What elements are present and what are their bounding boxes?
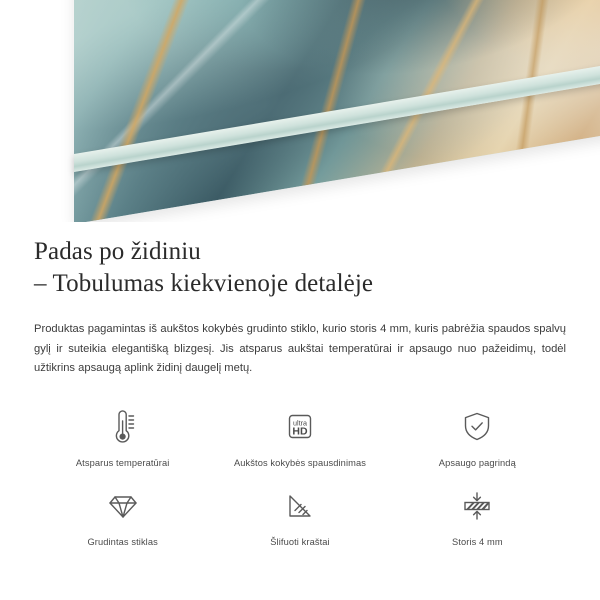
ultra-text: ultra — [292, 418, 307, 427]
shield-check-icon — [457, 405, 497, 449]
feature-item-high-quality-print — [211, 405, 388, 468]
feature-item-tempered-glass — [34, 484, 211, 547]
page-title — [34, 236, 566, 300]
feature-item-polished-edges — [211, 484, 388, 547]
body-paragraph: Produktas pagamintas iš aukštos kokybės grudinto stiklo, kurio storis 4 mm, kuris pabrėžia spaudos spalvų gylį ir suteikia elegantišką blizgesį. Jis atsparus aukštai temperatūrai ir apsaugo nuo pažeidimų, todėl užtikrins apsaugą aplink židinį daugelį metų. — [34, 323, 566, 374]
page-title-line-1: Padas po židiniu — [34, 238, 201, 265]
feature-item-protects-surface — [389, 405, 566, 468]
feature-label: Šlifuoti kraštai — [270, 536, 330, 547]
page-title-line-2: – Tobulumas kiekvienoje detalėje — [34, 270, 374, 297]
feature-grid — [34, 405, 566, 547]
feature-label: Aukštos kokybės spausdinimas — [233, 457, 366, 468]
hero-image — [0, 0, 600, 222]
sparkle-icon — [470, 196, 486, 212]
sparkle-icon — [540, 188, 566, 214]
feature-item-temperature-resistant — [34, 405, 211, 468]
feature-label: Storis 4 mm — [451, 536, 503, 547]
diamond-icon — [101, 484, 145, 528]
feature-item-thickness — [389, 484, 566, 547]
thermometer-icon — [102, 405, 144, 449]
hd-text: HD — [292, 425, 308, 437]
feature-label: Grudintas stiklas — [87, 536, 158, 547]
feature-label: Atsparus temperatūrai — [75, 457, 170, 468]
feature-label: Apsaugo pagrindą — [438, 457, 516, 468]
content-area — [0, 236, 600, 547]
polished-edges-icon — [278, 484, 322, 528]
ultra-hd-icon — [278, 405, 322, 449]
sparkle-icon — [498, 166, 542, 210]
thickness-arrows-icon — [455, 484, 499, 528]
